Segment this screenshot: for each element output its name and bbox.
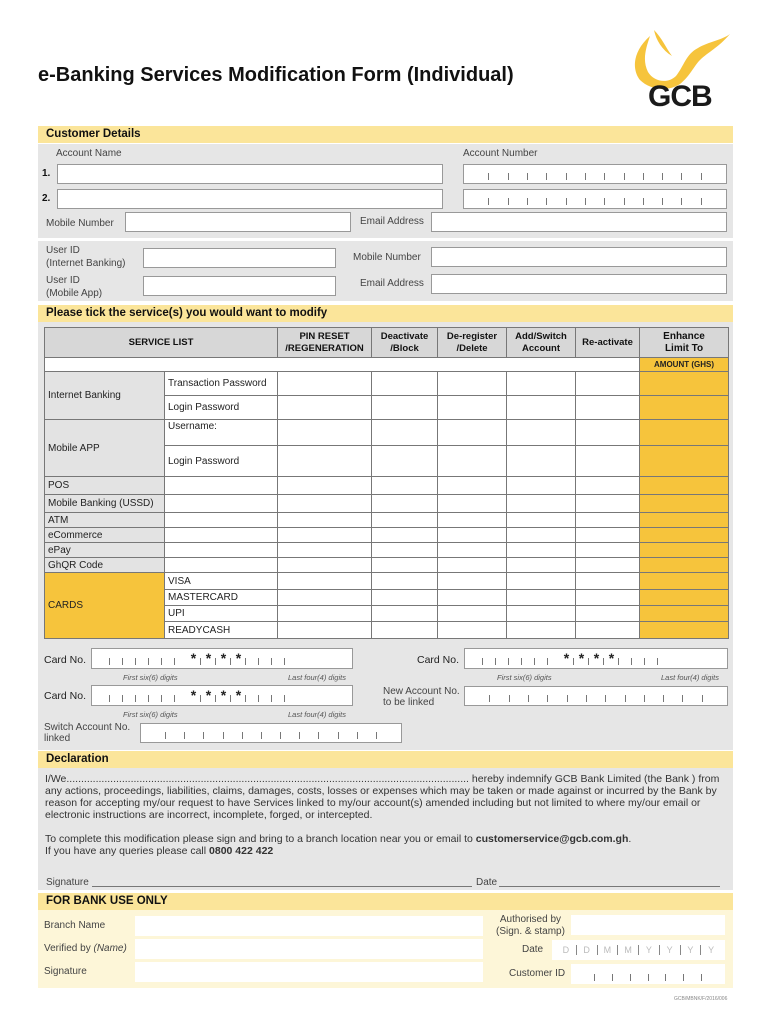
support-phone: 0800 422 422 [209,845,274,857]
col-service-list: SERVICE LIST [45,328,278,358]
checkbox-cell[interactable] [507,495,576,513]
masked-digit: * [563,650,570,666]
masked-digit: * [190,650,197,666]
date-day-placeholder: D [576,945,597,955]
checkbox-cell[interactable] [576,420,640,446]
email-address-input[interactable] [431,212,727,232]
row-1-label: 1. [42,168,51,179]
amount-cell[interactable] [640,396,729,420]
amount-cell[interactable] [640,513,729,528]
checkbox-cell[interactable] [576,622,640,639]
account-number-label: Account Number [463,148,538,159]
date-year-placeholder: Y [700,945,721,955]
account-number-1-input[interactable] [463,164,727,184]
masked-digit: * [578,650,585,666]
form-title: e-Banking Services Modification Form (Individual) [38,64,514,86]
checkbox-cell[interactable] [278,606,372,622]
new-account-input[interactable] [464,686,728,706]
user-id-ib-input[interactable] [143,248,336,268]
checkbox-cell[interactable] [438,606,507,622]
col-pin-reset: PIN RESET /REGENERATION [278,328,372,358]
readycash-label: READYCASH [165,622,278,639]
ecommerce-label: eCommerce [45,528,165,543]
mobile-number-input[interactable] [125,212,351,232]
checkbox-cell[interactable] [507,622,576,639]
verified-by-input[interactable] [135,939,483,959]
checkbox-cell[interactable] [507,372,576,396]
checkbox-cell[interactable] [278,513,372,528]
customer-details-header: Customer Details [38,126,733,143]
date-month-placeholder: M [617,945,638,955]
checkbox-cell[interactable] [576,477,640,495]
card-no-label-2: Card No. [417,654,460,666]
masked-digit: * [220,687,227,703]
user-id-app-label: User ID (Mobile App) [46,275,103,299]
amount-cell[interactable] [640,420,729,446]
checkbox-cell[interactable] [372,513,438,528]
declaration-date-label: Date [476,877,498,888]
checkbox-cell[interactable] [438,420,507,446]
last-four-hint: Last four(4) digits [661,673,719,682]
branch-name-input[interactable] [135,916,483,936]
account-name-2-input[interactable] [57,189,443,209]
declaration-header: Declaration [38,751,733,768]
customer-id-input[interactable] [571,964,725,984]
last-four-hint: Last four(4) digits [288,710,346,719]
amount-cell[interactable] [640,573,729,590]
checkbox-cell[interactable] [278,372,372,396]
checkbox-cell[interactable] [438,590,507,606]
checkbox-cell[interactable] [438,622,507,639]
mobile-number-label: Mobile Number [46,218,114,229]
authorised-by-input[interactable] [571,915,725,935]
amount-cell[interactable] [640,606,729,622]
indemnity-paragraph: I/We.......................................................................................................................................... hereby indemnify GCB Bank Limited (the Bank ) from any actions, proceedings, liabilities, claims, damages, costs, losses or expenses which may be taken or made against or incurred by the Bank by reason for accepting my/our request to have Services linked to my/our account(s) amended including but not limited to where my/our email or electronic instructions are incorrect, incomplete, forged, or intercepted. [45,773,720,821]
bank-use-header: FOR BANK USE ONLY [38,893,733,910]
checkbox-cell[interactable] [372,573,438,590]
amount-cell[interactable] [640,477,729,495]
checkbox-cell[interactable] [507,513,576,528]
date-year-placeholder: Y [680,945,701,955]
email-address-label: Email Address [360,216,424,227]
card-no-label-3: Card No. [44,690,87,702]
declaration-date-line[interactable] [499,886,720,887]
amount-cell[interactable] [640,590,729,606]
support-email[interactable]: customerservice@gcb.com.gh [475,833,629,845]
query-paragraph [45,845,725,857]
checkbox-cell[interactable] [278,446,372,477]
checkbox-cell[interactable] [278,477,372,495]
checkbox-cell[interactable] [438,543,507,558]
card-no-input-2[interactable] [464,648,728,669]
checkbox-cell[interactable] [438,446,507,477]
checkbox-cell[interactable] [576,513,640,528]
checkbox-cell[interactable] [507,528,576,543]
masked-digit: * [205,687,212,703]
date-year-placeholder: Y [659,945,680,955]
checkbox-cell[interactable] [372,528,438,543]
checkbox-cell[interactable] [576,558,640,573]
checkbox-cell[interactable] [507,606,576,622]
checkbox-cell[interactable] [507,420,576,446]
epay-label: ePay [45,543,165,558]
checkbox-cell[interactable] [278,396,372,420]
login-password-label: Login Password [165,396,278,420]
internet-banking-label: Internet Banking [45,372,165,420]
checkbox-cell[interactable] [372,477,438,495]
last-four-hint: Last four(4) digits [288,673,346,682]
username-label: Username: [165,420,278,446]
row-2-label: 2. [42,193,51,204]
switch-account-label: Switch Account No. linked [44,722,131,744]
cards-label: CARDS [45,573,165,639]
checkbox-cell[interactable] [438,528,507,543]
checkbox-cell[interactable] [438,396,507,420]
checkbox-cell[interactable] [372,446,438,477]
amount-ghs-label: AMOUNT (GHS) [640,358,729,372]
email-address-2-label: Email Address [360,278,424,289]
checkbox-cell[interactable] [507,396,576,420]
mobile-app-label: Mobile APP [45,420,165,477]
transaction-password-label: Transaction Password [165,372,278,396]
declaration-signature-label: Signature [46,877,89,888]
authorised-by-label: Authorised by (Sign. & stamp) [496,914,565,937]
checkbox-cell[interactable] [438,495,507,513]
checkbox-cell[interactable] [278,558,372,573]
checkbox-cell[interactable] [507,543,576,558]
checkbox-cell[interactable] [576,590,640,606]
email-address-2-input[interactable] [431,274,727,294]
masked-digit: * [235,650,242,666]
checkbox-cell[interactable] [438,558,507,573]
instruction-paragraph [45,833,725,845]
checkbox-cell[interactable] [372,590,438,606]
visa-label: VISA [165,573,278,590]
user-id-ib-label: User ID (Internet Banking) [46,245,126,269]
date-day-placeholder: D [562,945,570,955]
checkbox-cell[interactable] [438,573,507,590]
switch-account-input[interactable] [140,723,402,743]
mastercard-label: MASTERCARD [165,590,278,606]
form-code: GCB/MBNK/F/2016/006 [674,996,728,1002]
checkbox-cell[interactable] [507,573,576,590]
account-number-2-input[interactable] [463,189,727,209]
checkbox-cell[interactable] [438,513,507,528]
card-no-input-1[interactable] [91,648,353,669]
customer-id-label: Customer ID [509,968,566,979]
masked-digit: * [608,650,615,666]
amount-cell[interactable] [640,558,729,573]
checkbox-cell[interactable] [507,590,576,606]
bank-date-label: Date [522,944,544,955]
checkbox-cell[interactable] [372,558,438,573]
checkbox-cell[interactable] [507,477,576,495]
new-account-label: New Account No. to be linked [383,686,460,708]
checkbox-cell[interactable] [438,477,507,495]
checkbox-cell[interactable] [278,590,372,606]
verified-by-name: (Name) [93,943,127,954]
verified-by-label [44,943,127,954]
checkbox-cell[interactable] [576,446,640,477]
masked-digit: * [220,650,227,666]
query-text: If you have any queries please call [45,845,210,857]
upi-label: UPI [165,606,278,622]
checkbox-cell[interactable] [576,606,640,622]
first-six-hint: First six(6) digits [123,710,178,719]
user-id-app-input[interactable] [143,276,336,296]
bank-signature-label: Signature [44,966,87,977]
masked-digit: * [205,650,212,666]
bank-date-input[interactable] [552,940,725,960]
checkbox-cell[interactable] [372,420,438,446]
services-header: Please tick the service(s) you would want to modify [38,305,733,322]
date-month-placeholder: M [597,945,618,955]
amount-cell[interactable] [640,372,729,396]
amount-cell[interactable] [640,622,729,639]
service-table [44,327,729,639]
checkbox-cell[interactable] [372,396,438,420]
checkbox-cell[interactable] [576,543,640,558]
account-name-1-input[interactable] [57,164,443,184]
checkbox-cell[interactable] [372,543,438,558]
instruction-text: To complete this modification please sign and bring to a branch location near you or email to [45,833,476,845]
first-six-hint: First six(6) digits [123,673,178,682]
checkbox-cell[interactable] [438,372,507,396]
card-no-label-1: Card No. [44,654,87,666]
verified-by-text: Verified by [44,943,94,954]
gcb-logo-text: GCB [648,80,712,113]
checkbox-cell[interactable] [278,543,372,558]
checkbox-cell[interactable] [576,495,640,513]
col-deregister: De-register /Delete [438,328,507,358]
ghqr-label: GhQR Code [45,558,165,573]
pos-label: POS [45,477,165,495]
col-deactivate: Deactivate /Block [372,328,438,358]
col-reactivate: Re-activate [576,328,640,358]
masked-digit: * [235,687,242,703]
amount-cell[interactable] [640,543,729,558]
checkbox-cell[interactable] [372,495,438,513]
masked-digit: * [190,687,197,703]
amount-cell[interactable] [640,495,729,513]
masked-digit: * [593,650,600,666]
bank-signature-input[interactable] [135,962,483,982]
checkbox-cell[interactable] [278,573,372,590]
date-year-placeholder: Y [638,945,659,955]
checkbox-cell[interactable] [372,622,438,639]
declaration-text [45,773,725,857]
declaration-signature-line[interactable] [92,886,472,887]
checkbox-cell[interactable] [576,396,640,420]
checkbox-cell[interactable] [372,606,438,622]
checkbox-cell[interactable] [372,372,438,396]
login-password-label: Login Password [165,446,278,477]
checkbox-cell[interactable] [278,495,372,513]
amount-cell[interactable] [640,446,729,477]
instruction-end: . [628,833,632,845]
checkbox-cell[interactable] [278,622,372,639]
checkbox-cell[interactable] [576,573,640,590]
checkbox-cell[interactable] [507,446,576,477]
checkbox-cell[interactable] [278,420,372,446]
col-add-switch: Add/Switch Account [507,328,576,358]
first-six-hint: First six(6) digits [497,673,552,682]
account-name-label: Account Name [56,148,122,159]
branch-name-label: Branch Name [44,920,106,931]
mobile-number-2-label: Mobile Number [353,252,421,263]
atm-label: ATM [45,513,165,528]
ussd-label: Mobile Banking (USSD) [45,495,165,513]
col-enhance-limit: Enhance Limit To [640,328,729,358]
checkbox-cell[interactable] [576,372,640,396]
amount-cell[interactable] [640,528,729,543]
card-no-input-3[interactable] [91,685,353,706]
checkbox-cell[interactable] [507,558,576,573]
mobile-number-2-input[interactable] [431,247,727,267]
checkbox-cell[interactable] [576,528,640,543]
checkbox-cell[interactable] [278,528,372,543]
